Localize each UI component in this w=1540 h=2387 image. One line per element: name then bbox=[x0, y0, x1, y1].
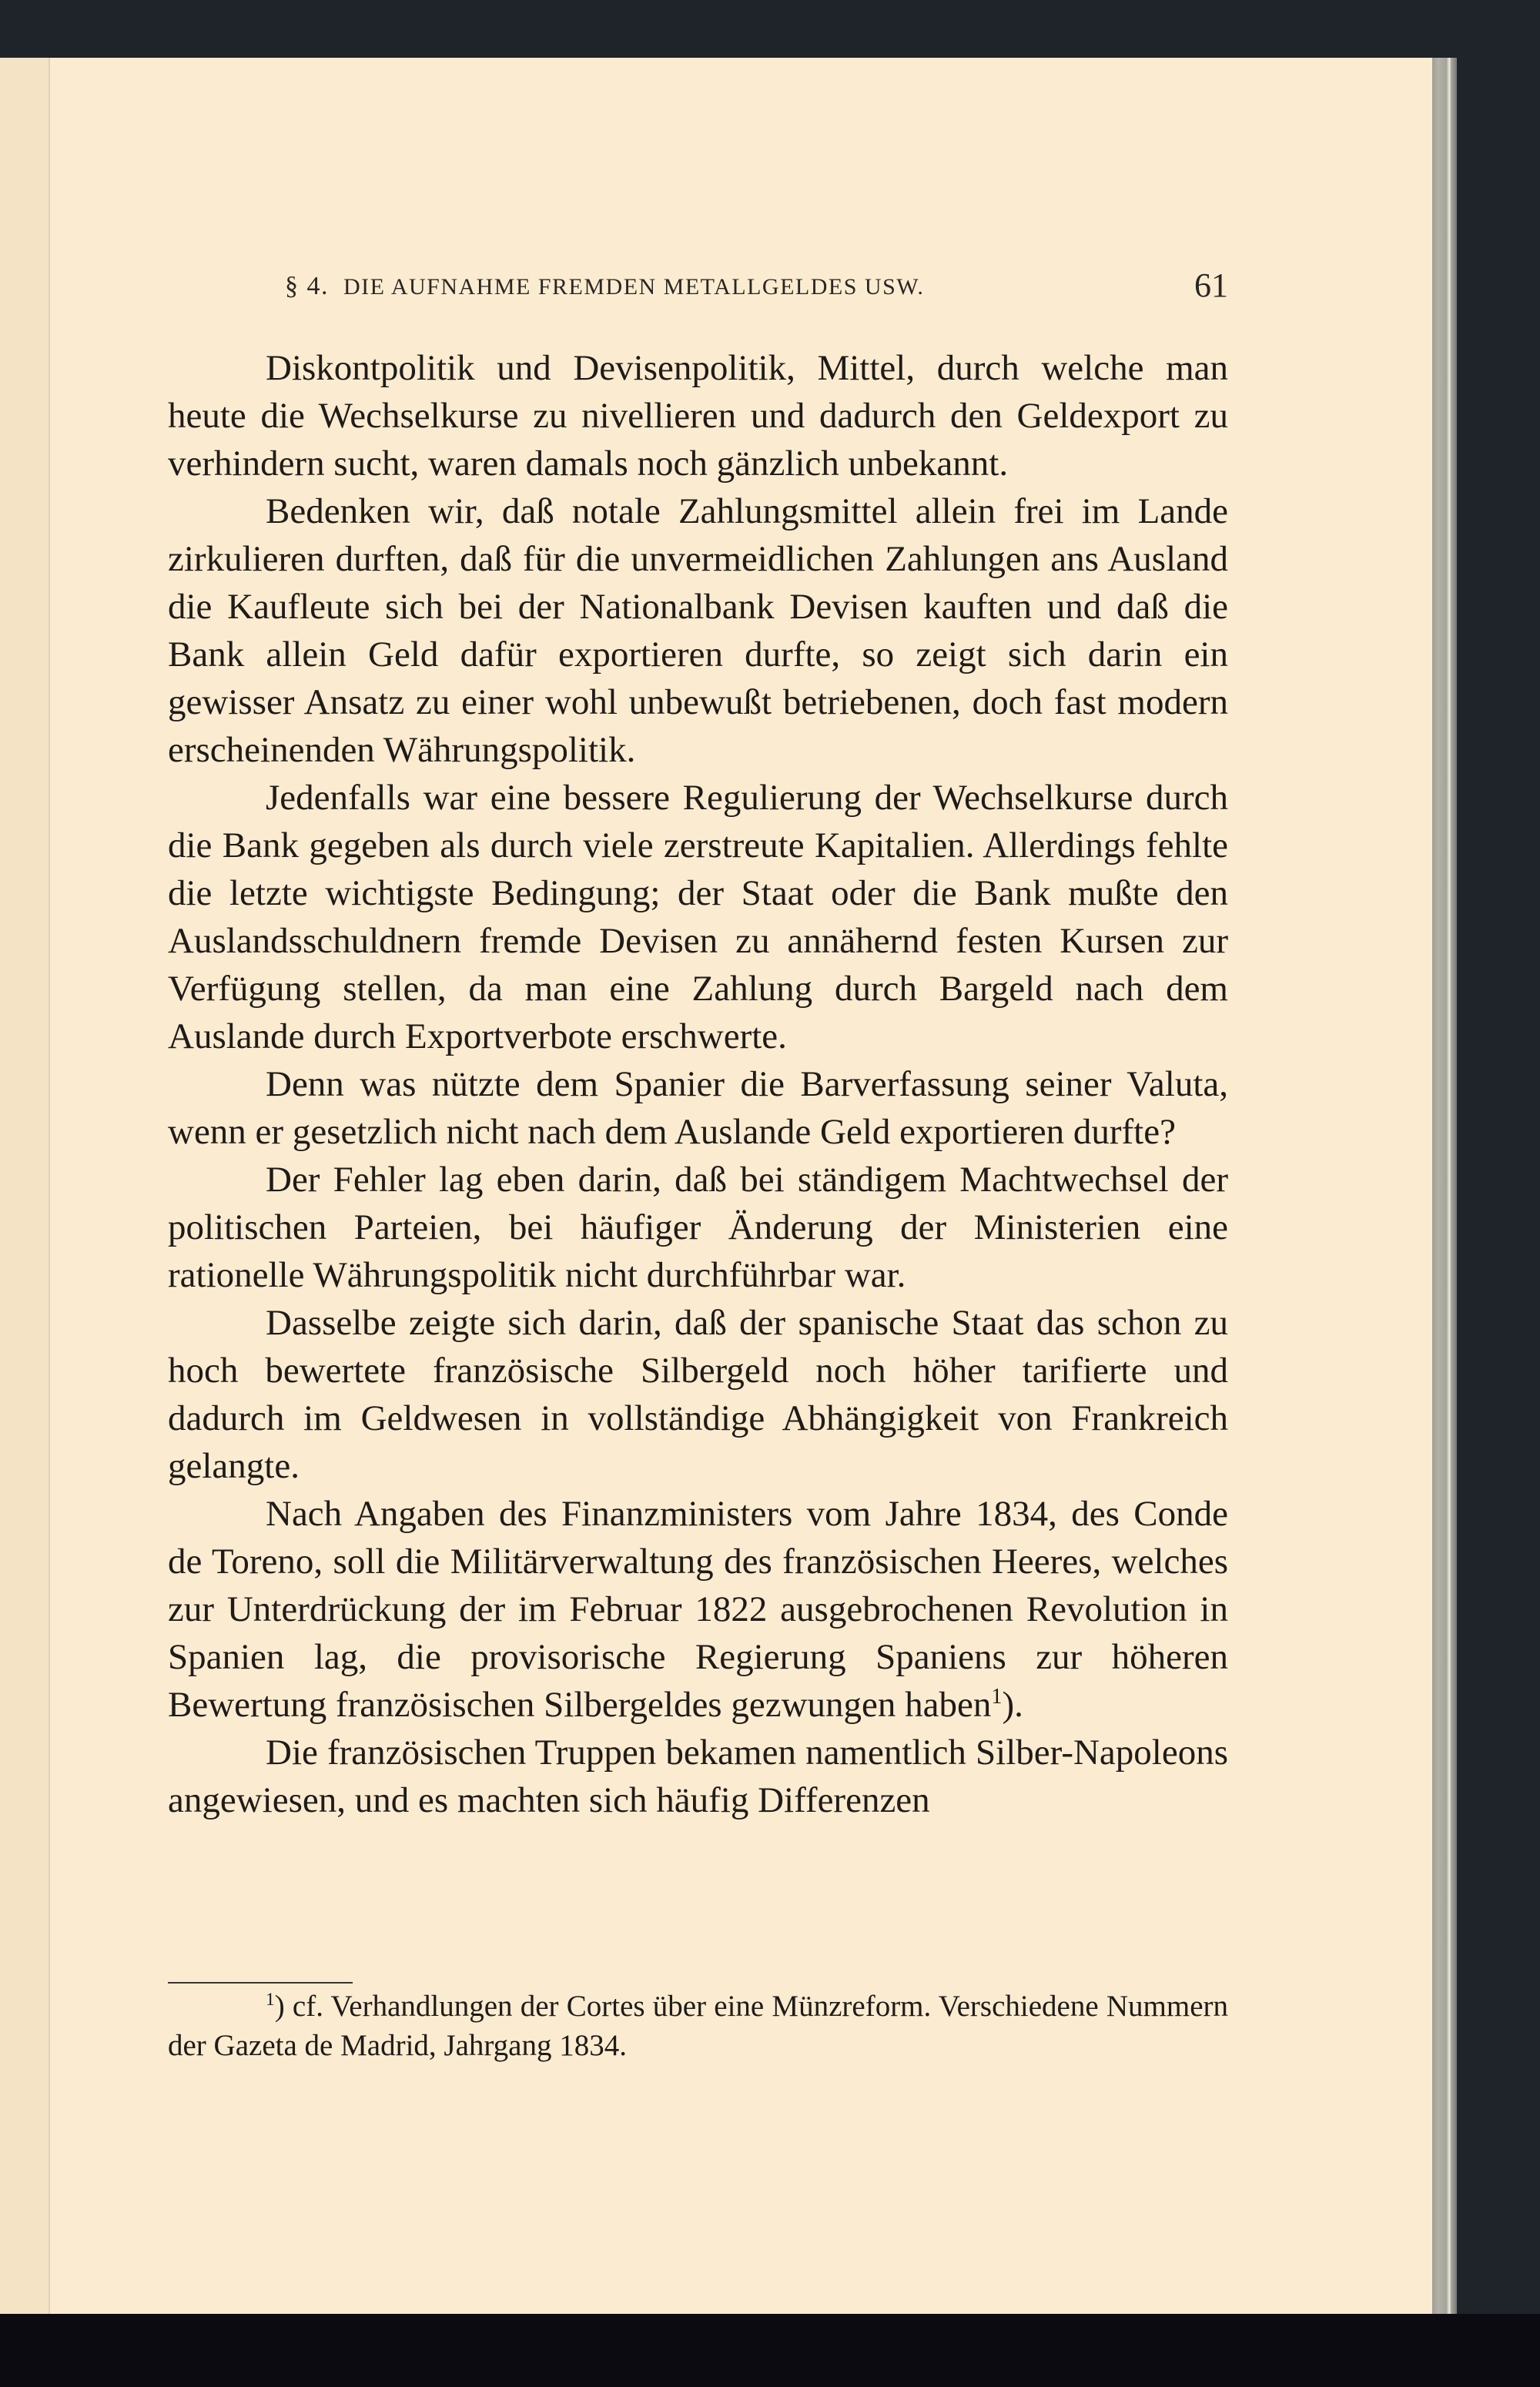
section-number: § 4. bbox=[285, 272, 329, 300]
running-head-title bbox=[285, 272, 924, 301]
paragraph: Bedenken wir, daß notale Zahlungsmittel allein frei im Lande zirkulieren durften, daß für die unvermeidlichen Zahlungen ans Ausland die Kaufleute sich bei der Nationalbank Devisen kauften und daß die Bank allein Geld dafür exportieren durfte, so zeigt sich darin ein gewisser Ansatz zu einer wohl unbewußt betriebenen, doch fast modern erscheinenden Währungspolitik. bbox=[168, 491, 1228, 770]
footnote: $^1$) cf. Verhandlungen der Cortes über eine Münzreform. Verschiedene Nummern der Gazeta de Madrid, Jahrgang 1834. bbox=[168, 1989, 1228, 2062]
running-head bbox=[285, 266, 1228, 312]
section-title: DIE AUFNAHME FREMDEN METALLGELDES USW. bbox=[343, 274, 925, 300]
paragraph: Der Fehler lag eben darin, daß bei ständigem Machtwechsel der politischen Parteien, bei häufiger Änderung der Ministerien eine rationelle Währungspolitik nicht durchführbar war. bbox=[168, 1160, 1228, 1295]
scanner-background bbox=[0, 2314, 1540, 2387]
gutter-fold bbox=[0, 58, 50, 2314]
footnote-reference[interactable]: 1 bbox=[991, 1685, 1003, 1709]
paragraph: Nach Angaben des Finanzministers vom Jahre 1834, des Conde de Toreno, soll die Militärverwaltung des französischen Heeres, welches zur Unterdrückung der im Februar 1822 ausgebrochenen Revolution in Spanien lag, die provisorische Regierung Spaniens zur höheren Bewertung französischen Silbergeldes gezwungen haben$^1$). bbox=[168, 1494, 1228, 1725]
page-number: 61 bbox=[1194, 266, 1228, 304]
footnote-marker: 1 bbox=[266, 1989, 275, 2010]
paragraph: Die französischen Truppen bekamen namentlich Silber-Napoleons angewiesen, und es machten sich häufig Differenzen bbox=[168, 1732, 1228, 1820]
footnotes bbox=[168, 1987, 1228, 2065]
paragraph: Diskontpolitik und Devisenpolitik, Mittel, durch welche man heute die Wechselkurse zu nivellieren und dadurch den Geldexport zu verhindern sucht, waren damals noch gänzlich unbekannt. bbox=[168, 348, 1228, 484]
book-page bbox=[0, 58, 1432, 2314]
page-stack-edge bbox=[1431, 58, 1457, 2314]
footnote-separator bbox=[168, 1982, 353, 1984]
paragraph: Dasselbe zeigte sich darin, daß der spanische Staat das schon zu hoch bewertete französische Silbergeld noch höher tarifierte und dadurch im Geldwesen in vollständige Abhängigkeit von Frankreich gelangte. bbox=[168, 1303, 1228, 1486]
body-text bbox=[168, 344, 1228, 1824]
paragraph: Denn was nützte dem Spanier die Barverfassung seiner Valuta, wenn er gesetzlich nicht nach dem Auslande Geld exportieren durfte? bbox=[168, 1064, 1228, 1152]
paragraph: Jedenfalls war eine bessere Regulierung der Wechselkurse durch die Bank gegeben als durch viele zerstreute Kapitalien. Allerdings fehlte die letzte wichtigste Bedingung; der Staat oder die Bank mußte den Auslandsschuldnern fremde Devisen zu annähernd festen Kursen zur Verfügung stellen, da man eine Zahlung durch Bargeld nach dem Auslande durch Exportverbote erschwerte. bbox=[168, 778, 1228, 1056]
